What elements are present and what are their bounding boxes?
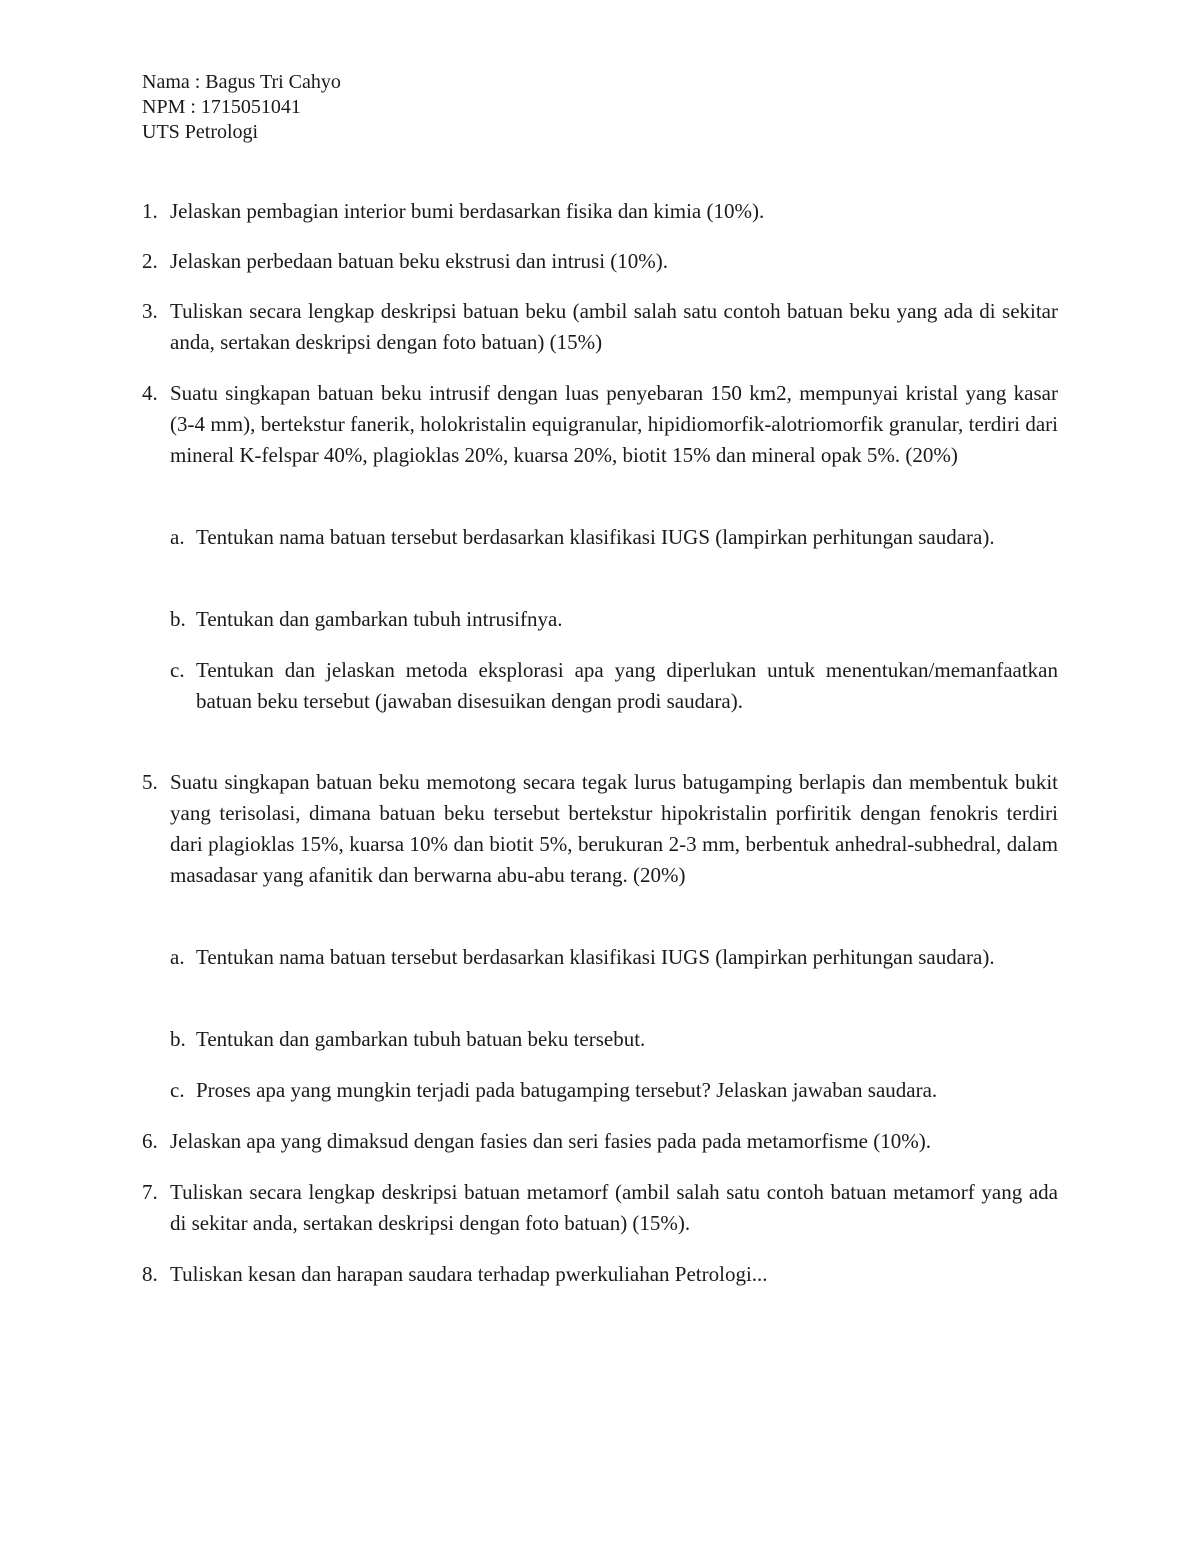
question-text: Suatu singkapan batuan beku intrusif dengan luas penyebaran 150 km2, mempunyai kristal yang kasar (3-4 mm), bertekstur fanerik, holokristalin equigranular, hipidiomorfik-alotriomorfik granular, terdiri dari mineral K-felspar 40%, plagioklas 20%, kuarsa 20%, biotit 15% dan mineral opak 5%. (20%) [170, 381, 1058, 467]
sub-question-letter: a. [170, 525, 185, 549]
question-1 [142, 196, 1058, 227]
question-6 [142, 1126, 1058, 1157]
question-text: Jelaskan perbedaan batuan beku ekstrusi dan intrusi (10%). [170, 249, 669, 273]
question-text: Jelaskan pembagian interior bumi berdasarkan fisika dan kimia (10%). [170, 199, 765, 223]
question-3 [142, 296, 1058, 358]
question-text: Jelaskan apa yang dimaksud dengan fasies dan seri fasies pada pada metamorfisme (10%). [170, 1129, 931, 1153]
sub-question-text: Tentukan dan jelaskan metoda eksplorasi apa yang diperlukan untuk menentukan/memanfaatkan batuan beku tersebut (jawaban disesuikan dengan prodi saudara). [196, 658, 1058, 713]
question-number: 7. [142, 1180, 158, 1204]
sub-question-text: Proses apa yang mungkin terjadi pada batugamping tersebut? Jelaskan jawaban saudara. [196, 1078, 938, 1102]
question-4-sub-b [170, 604, 1058, 635]
question-number: 3. [142, 299, 158, 323]
sub-question-letter: c. [170, 658, 185, 682]
question-text: Tuliskan secara lengkap deskripsi batuan beku (ambil salah satu contoh batuan beku yang ada di sekitar anda, sertakan deskripsi dengan foto batuan) (15%) [170, 299, 1058, 354]
question-number: 6. [142, 1129, 158, 1153]
question-4-sub-c [170, 655, 1058, 717]
question-number: 5. [142, 770, 158, 794]
sub-question-letter: b. [170, 1027, 186, 1051]
sub-question-text: Tentukan dan gambarkan tubuh intrusifnya. [196, 607, 563, 631]
question-text: Tuliskan secara lengkap deskripsi batuan metamorf (ambil salah satu contoh batuan metamorf yang ada di sekitar anda, sertakan deskripsi dengan foto batuan) (15%). [170, 1180, 1058, 1235]
sub-question-letter: c. [170, 1078, 185, 1102]
student-npm: NPM : 1715051041 [142, 96, 301, 118]
question-5-sub-c [170, 1075, 1058, 1106]
question-text: Tuliskan kesan dan harapan saudara terhadap pwerkuliahan Petrologi... [170, 1262, 768, 1286]
sub-question-text: Tentukan nama batuan tersebut berdasarkan klasifikasi IUGS (lampirkan perhitungan saudara). [196, 945, 995, 969]
sub-question-text: Tentukan dan gambarkan tubuh batuan beku tersebut. [196, 1027, 646, 1051]
question-number: 1. [142, 199, 158, 223]
student-header [142, 70, 341, 145]
question-number: 4. [142, 381, 158, 405]
question-8 [142, 1259, 1058, 1290]
question-7 [142, 1177, 1058, 1239]
sub-question-text: Tentukan nama batuan tersebut berdasarkan klasifikasi IUGS (lampirkan perhitungan saudara). [196, 525, 995, 549]
question-number: 8. [142, 1262, 158, 1286]
student-name: Nama : Bagus Tri Cahyo [142, 71, 341, 93]
sub-question-letter: a. [170, 945, 185, 969]
sub-question-letter: b. [170, 607, 186, 631]
question-2 [142, 246, 1058, 277]
question-5 [142, 767, 1058, 891]
question-4 [142, 378, 1058, 471]
question-number: 2. [142, 249, 158, 273]
question-text: Suatu singkapan batuan beku memotong secara tegak lurus batugamping berlapis dan membentuk bukit yang terisolasi, dimana batuan beku tersebut bertekstur hipokristalin porfiritik dengan fenokris terdiri dari plagioklas 15%, kuarsa 10% dan biotit 5%, berukuran 2-3 mm, berbentuk anhedral-subhedral, dalam masadasar yang afanitik dan berwarna abu-abu terang. (20%) [170, 770, 1058, 887]
exam-title: UTS Petrologi [142, 121, 259, 143]
question-5-sub-b [170, 1024, 1058, 1055]
question-4-sub-a [170, 522, 1058, 553]
question-5-sub-a [170, 942, 1058, 973]
